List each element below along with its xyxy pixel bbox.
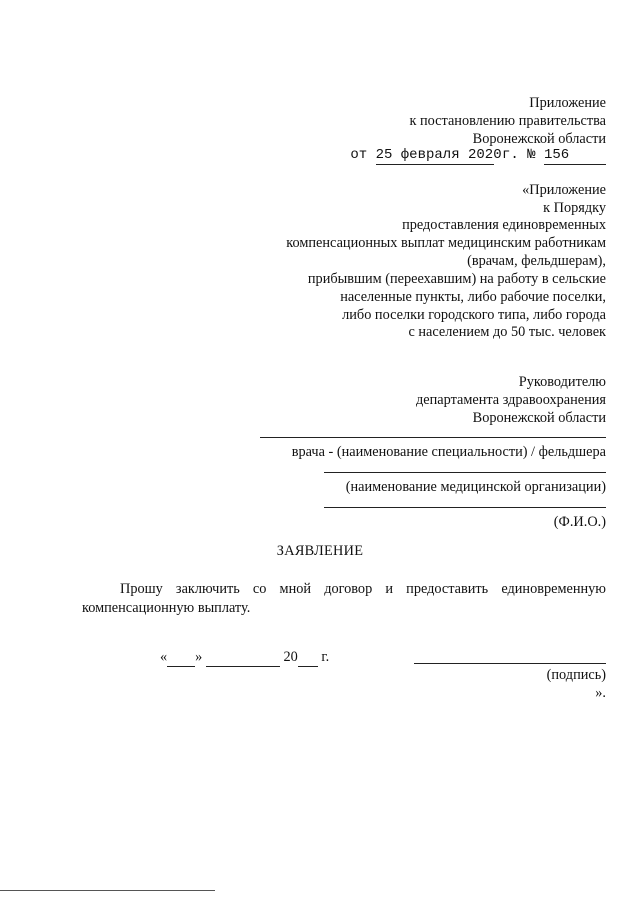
day-blank	[167, 648, 195, 667]
name-label: (Ф.И.О.)	[553, 514, 606, 530]
appendix-line: с населением до 50 тыс. человек	[408, 324, 606, 340]
organization-blank-line	[324, 472, 606, 473]
date-prefix: от	[350, 147, 368, 163]
date-suffix: г. №	[501, 147, 536, 163]
signature-blank-line	[414, 663, 606, 664]
statement-text	[82, 580, 606, 618]
year-blank	[298, 648, 318, 667]
year-prefix: 20	[283, 649, 298, 665]
specialty-blank-line	[260, 437, 606, 438]
addressee-line-head: Руководителю	[518, 374, 606, 390]
signature-label: (подпись)	[546, 667, 606, 683]
addressee-line-department: департамента здравоохранения	[416, 392, 606, 408]
appendix-line: предоставления единовременных	[402, 217, 606, 233]
addressee-line-region: Воронежской области	[472, 410, 606, 426]
statement-text-line1: Прошу заключить со мной договор и предоставить единовременную	[120, 581, 606, 597]
number-value: 156	[544, 146, 606, 165]
appendix-line: прибывшим (переехавшим) на работу в сельские	[307, 271, 606, 287]
specialty-label: врача - (наименование специальности) / фельдшера	[291, 444, 606, 460]
date-value: 25 февраля 2020	[375, 147, 502, 163]
header-line-region: Воронежской области	[472, 131, 606, 147]
date-open-quote: «	[160, 649, 168, 665]
appendix-line: «Приложение	[522, 182, 606, 198]
appendix-line: компенсационных выплат медицинским работникам	[286, 235, 606, 251]
header-line-appendix: Приложение	[529, 95, 606, 111]
month-blank	[206, 648, 280, 667]
closing-quote: ».	[595, 685, 606, 701]
organization-label: (наименование медицинской организации)	[345, 479, 606, 495]
statement-title: ЗАЯВЛЕНИЕ	[276, 543, 364, 559]
header-line-resolution: к постановлению правительства	[409, 113, 606, 129]
date-fill-row	[160, 648, 329, 667]
appendix-line: населенные пункты, либо рабочие поселки,	[340, 289, 606, 305]
header-date-number	[350, 146, 606, 165]
name-blank-line	[324, 507, 606, 508]
date-close-quote: »	[195, 649, 203, 665]
appendix-line: либо поселки городского типа, либо города	[342, 307, 606, 323]
statement-text-line2: компенсационную выплату.	[82, 600, 251, 616]
page-bottom-rule	[0, 890, 215, 891]
appendix-line: (врачам, фельдшерам),	[467, 253, 606, 269]
appendix-line: к Порядку	[543, 200, 606, 216]
year-suffix: г.	[321, 649, 330, 665]
